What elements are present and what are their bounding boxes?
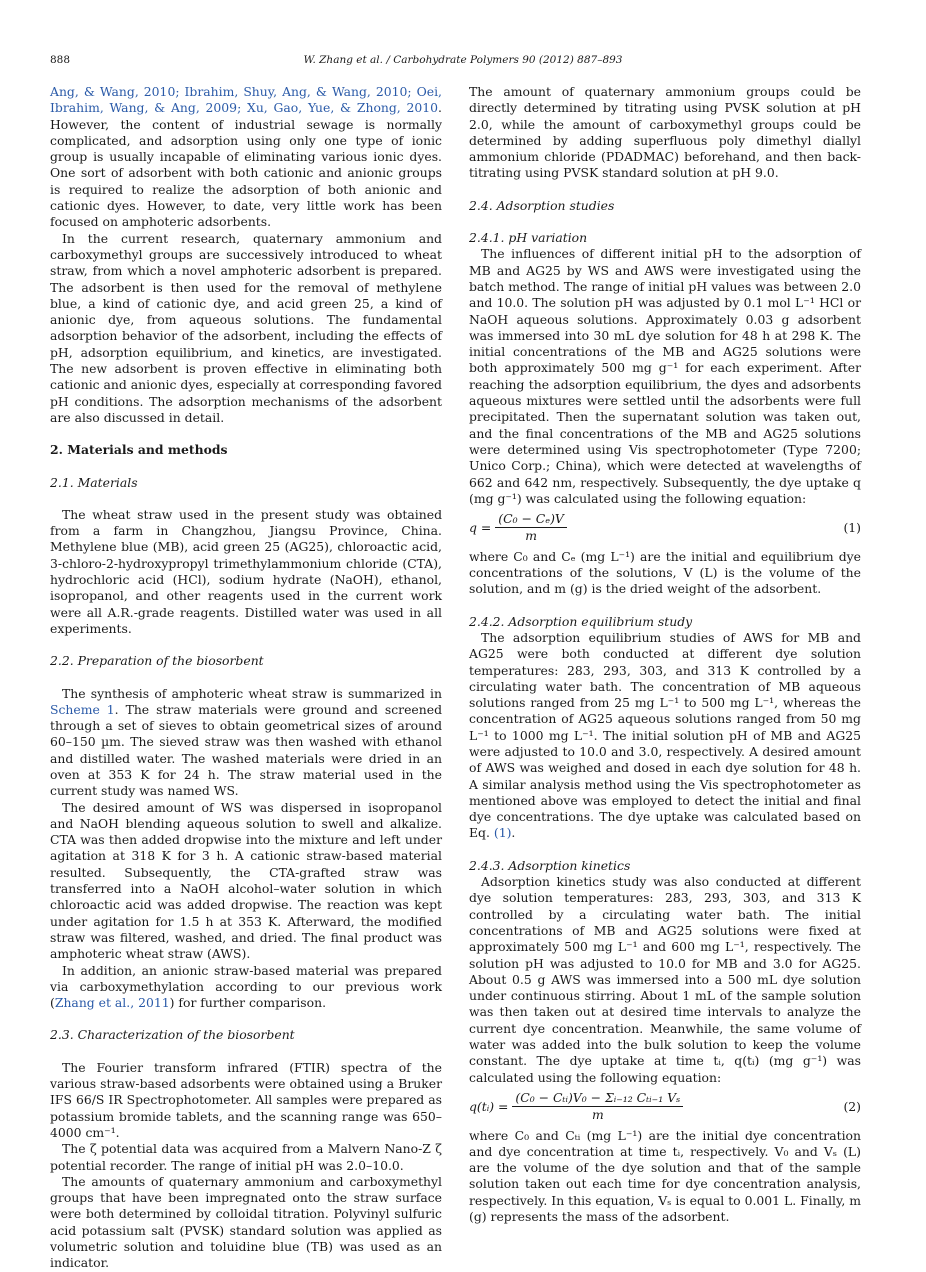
subsection-heading-kinetics: 2.4.3. Adsorption kinetics — [469, 857, 631, 873]
left-column — [50, 84, 442, 1272]
paragraph-materials: The wheat straw used in the present study was obtained from a farm in Changzhou, Jiangsu Province, China. Methylene blue (MB), acid green 25 (AG25), chloroactic acid, 3-chloro-2-hydroxypropyl trimethylammonium chloride (CTA), hydrochloric acid (HCl), sodium hydrate (NaOH), ethanol, isopropanol, and other reagents used in the current work were all A.R.-grade reagents. Distilled water was used in all experiments. — [50, 506, 442, 636]
paragraph-ph-variation: The influences of different initial pH to the adsorption of MB and AG25 by WS and AWS were investigated using the batch method. The range of initial pH values was between 2.0 and 10.0. The solution pH was adjusted by 0.1 mol L⁻¹ HCl or NaOH aqueous solutions. Approximately 0.03 g adsorbent was immersed into 30 mL dye solution for 48 h at 298 K. The initial concentrations of the MB and AG25 solutions were both approximately 500 mg g⁻¹ for each experiment. After reaching the adsorption equilibrium, the dyes and adsorbents aqueous mixtures were settled until the adsorbents were full precipitated. Then the supernatant solution was taken out, and the final concentrations of the MB and AG25 solutions were determined using Vis spectrophotometer (Type 7200; Unico Corp.; China), which were detected at wavelengths of 662 and 642 nm, respectively. Subsequently, the dye uptake q (mg g⁻¹) was calculated using the following equation: — [469, 246, 861, 506]
paragraph-intro-end: Ang, & Wang, 2010; Ibrahim, Shuy, Ang, & Wang, 2010; Oei, Ibrahim, Wang, & Ang, 2009; Xu, Gao, Yue, & Zhong, 2010. However, the content of industrial sewage is normally complicated, and adsorption using only one type of ionic group is usually incapable of eliminating various ionic dyes. One sort of adsorbent with both cationic and anionic groups is required to realize the adsorption of both anionic and cationic dyes. However, to date, very little work has been focused on amphoteric adsorbents. — [50, 84, 442, 230]
equation-number: (1) — [843, 519, 861, 535]
subsection-heading-equilibrium: 2.4.2. Adsorption equilibrium study — [469, 613, 693, 629]
equation-1: q = $\frac{\text{(C₀ − Cₑ)V}}{m}$ (1) — [469, 511, 861, 544]
citation-link[interactable]: Ang, & Wang, 2010; Ibrahim, Shuy, Ang, & Wang, 2010; Oei, Ibrahim, Wang, & Ang, 2009; Xu, Gao, Yue, & Zhong, 2010 — [50, 84, 442, 116]
subsection-heading-characterization: 2.3. Characterization of the biosorbent — [50, 1027, 295, 1043]
section-heading-materials-methods: 2. Materials and methods — [50, 442, 228, 458]
subsection-heading-ph-variation: 2.4.1. pH variation — [469, 230, 588, 246]
paragraph-current-research: In the current research, quaternary ammonium and carboxymethyl groups are successively introduced to wheat straw, from which a novel amphoteric adsorbent is prepared. The adsorbent is then used for the removal of methylene blue, a kind of cationic dye, and acid green 25, a kind of anionic dye, from aqueous solutions. The fundamental adsorption behavior of the adsorbent, including the effects of pH, adsorption equilibrium, and kinetics, are investigated. The new adsorbent is proven effective in eliminating both cationic and anionic dyes, especially at corresponding favored pH conditions. The adsorption mechanisms of the adsorbent are also discussed in detail. — [50, 230, 442, 425]
paragraph-anionic-material: In addition, an anionic straw-based material was prepared via carboxymethylation according to our previous work (Zhang et al., 2011) for further comparison. — [50, 962, 442, 1011]
subsection-heading-preparation: 2.2. Preparation of the biosorbent — [50, 653, 264, 669]
paragraph-synthesis: The synthesis of amphoteric wheat straw is summarized in Scheme 1. The straw materials were ground and screened through a set of sieves to obtain geometrical sizes of around 60–150 µm. The sieved straw was then washed with ethanol and distilled water. The washed materials were dried in an oven at 353 K for 24 h. The straw material used in the current study was named WS. — [50, 685, 442, 799]
running-head: W. Zhang et al. / Carbohydrate Polymers 90 (2012) 887–893 — [303, 54, 623, 66]
paragraph-eq1-definitions: where C₀ and Cₑ (mg L⁻¹) are the initial and equilibrium dye concentrations of the solutions, V (L) is the volume of the solution, and m (g) is the dried weight of the adsorbent. — [469, 548, 861, 597]
paragraph-zeta-potential: The ζ potential data was acquired from a Malvern Nano-Z ζ potential recorder. The range of initial pH was 2.0–10.0. — [50, 1141, 442, 1173]
equation-number: (2) — [843, 1098, 861, 1114]
paragraph-titration-continued: The amount of quaternary ammonium groups could be directly determined by titrating using PVSK solution at pH 2.0, while the amount of carboxymethyl groups could be determined by adding superfluous poly dimethyl diallyl ammonium chloride (PDADMAC) beforehand, and then back-titrating using PVSK standard solution at pH 9.0. — [469, 84, 861, 181]
subsection-heading-adsorption-studies: 2.4. Adsorption studies — [469, 197, 615, 213]
paragraph-eq2-definitions: where C₀ and Cₜᵢ (mg L⁻¹) are the initial dye concentration and dye concentration at time tᵢ, respectively. V₀ and Vₛ (L) are the volume of the dye solution and that of the sample solution taken out each time for dye concentration analysis, respectively. In this equation, Vₛ is equal to 0.001 L. Finally, m (g) represents the mass of the adsorbent. — [469, 1127, 861, 1224]
paragraph-kinetics: Adsorption kinetics study was also conducted at different dye solution temperatures: 283, 293, 303, and 313 K controlled by a circulating water bath. The initial concentrations of MB and AG25 solutions were fixed at approximately 500 mg L⁻¹ and 600 mg L⁻¹, respectively. The solution pH was adjusted to 10.0 for MB and 3.0 for AG25. About 0.5 g AWS was immersed into a 500 mL dye solution under continuous stirring. About 1 mL of the sample solution was then taken out at desired time intervals to analyze the current dye concentration. Meanwhile, the same volume of water was added into the bulk solution to keep the volume constant. The dye uptake at time tᵢ, q(tᵢ) (mg g⁻¹) was calculated using the following equation: — [469, 874, 861, 1085]
paragraph-equilibrium: The adsorption equilibrium studies of AWS for MB and AG25 were both conducted at different dye solution temperatures: 283, 293, 303, and 313 K controlled by a circulating water bath. The concentration of MB aqueous solutions ranged from 25 mg L⁻¹ to 500 mg L⁻¹, whereas the concentration of AG25 aqueous solutions ranged from 50 mg L⁻¹ to 1000 mg L⁻¹. The initial solution pH of MB and AG25 were adjusted to 10.0 and 3.0, respectively. A desired amount of AWS was weighed and dosed in each dye solution for 48 h. A similar analysis method using the Vis spectrophotometer as mentioned above was employed to detect the initial and final dye concentrations. The dye uptake was calculated based on Eq. (1). — [469, 629, 861, 841]
subsection-heading-materials: 2.1. Materials — [50, 474, 138, 490]
right-column — [469, 84, 861, 1225]
paragraph-titration: The amounts of quaternary ammonium and carboxymethyl groups that have been impregnated onto the straw surface were both determined by colloidal titration. Polyvinyl sulfuric acid potassium salt (PVSK) standard solution was applied as volumetric solution and toluidine blue (TB) was used as an indicator. — [50, 1173, 442, 1271]
paragraph-cta-grafting: The desired amount of WS was dispersed in isopropanol and NaOH blending aqueous solution to swell and alkalize. CTA was then added dropwise into the mixture and left under agitation at 318 K for 3 h. A cationic straw-based material resulted. Subsequently, the CTA-grafted straw was transferred into a NaOH alcohol–water solution in which chloroactic acid was added dropwise. The reaction was kept under agitation for 1.5 h at 353 K. Afterward, the modified straw was filtered, washed, and dried. The final product was amphoteric wheat straw (AWS). — [50, 799, 442, 962]
scheme-link[interactable]: Scheme 1 — [50, 701, 115, 717]
equation-2: q(tᵢ) = $\frac{\text{(C₀ − Cₜᵢ)V₀ − Σᵢ₋₁₂ Cₜᵢ₋₁ Vₛ}}{m}$ (2) — [469, 1089, 861, 1123]
paragraph-ftir: The Fourier transform infrared (FTIR) spectra of the various straw-based adsorbents were obtained using a Bruker IFS 66/S IR Spectrophotometer. All samples were prepared as potassium bromide tablets, and the scanning range was 650–4000 cm⁻¹. — [50, 1059, 442, 1140]
citation-link[interactable]: Zhang et al., 2011 — [54, 995, 170, 1011]
page-number: 888 — [50, 54, 71, 66]
equation-link[interactable]: (1) — [493, 825, 512, 841]
